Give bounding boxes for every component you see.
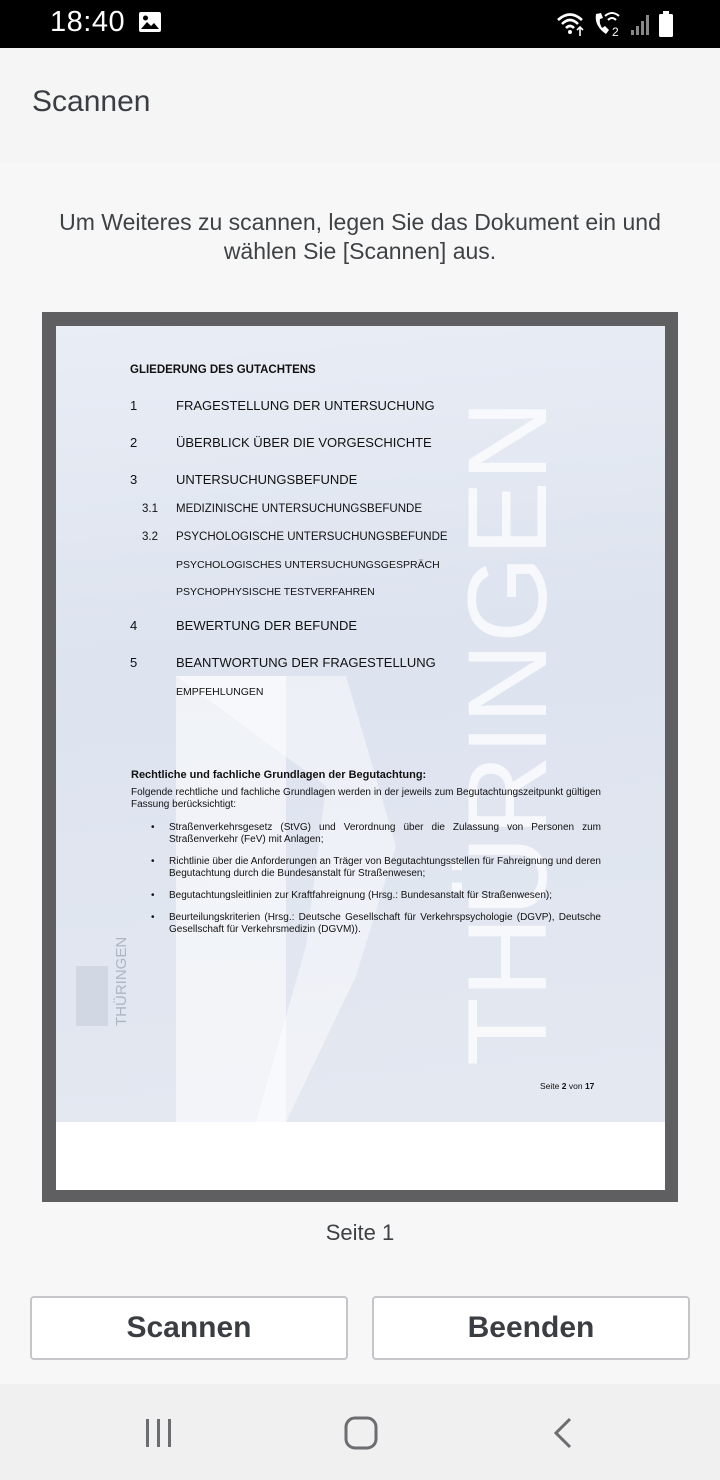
battery-icon xyxy=(658,10,674,38)
status-icons xyxy=(556,9,674,39)
scanned-page-image xyxy=(56,326,665,1190)
status-bar xyxy=(0,0,720,48)
back-icon xyxy=(551,1416,575,1450)
document-content: GLIEDERUNG DES GUTACHTENS 1 FRAGESTELLUNG DER UNTERSUCHUNG 2 ÜBERBLICK ÜBER DIE VORGESCHICHTE 3 UNTERSUCHUNGSBEFUNDE 3.1 MEDIZINISCHE UNTERSUCHUNGSBEFUNDE 3.2 PSYCHOLOGISCHE UNTERSUCHUNGSBEFUNDE PSYCHOLOGISCHES UNTERSUCHUNGSGESPRÄCH PSYCHOPHYSISCHE TESTVERFAHREN 4 BEWERTUNG DER BEFUNDE 5 BEANTWORTUNG DER FRAGESTELLUNG EMPFEHLUNGEN Rechtliche und fachliche Grundlagen der Begutachtung: Folgende rechtliche und fachliche Grundlagen werden in der jeweils zum Begutachtungszeitpunkt gültigen Fassung berücksichtigt: • Straßenverkehrsgesetz (StVG) und Verordnung über die Zulassung von Personen zum Straßenverkehr (FeV) mit Anlagen; • Richtlinie über die Anforderungen an Träger von Begutachtungsstellen für Fahreignung und deren Begutachtung durch die Bundesanstalt für Straßenwesen; • Begutachtungsleitlinien zur Kraftfahreignung (Hrsg.: Bundesanstalt für Straßenwesen); • Beurteilungskriterien (Hrsg.: Deutsche Gesellschaft für Verkehrspsychologie (DGVP), Deutsche Gesellschaft für Verkehrsmedizin (DGVM)). Seite 2 von 17 xyxy=(56,326,665,1122)
legal-heading: Rechtliche und fachliche Grundlagen der Begutachtung: xyxy=(131,769,427,781)
scan-button[interactable]: Scannen xyxy=(30,1296,348,1360)
home-icon xyxy=(343,1415,379,1451)
wifi-calling-icon xyxy=(592,10,624,38)
wifi-icon xyxy=(556,11,586,37)
signal-icon xyxy=(630,12,652,36)
instruction-text: Um Weiteres zu scannen, legen Sie das Dokument ein und wählen Sie [Scannen] aus. xyxy=(59,209,661,264)
scan-preview[interactable] xyxy=(42,312,678,1202)
list-item: • Beurteilungskriterien (Hrsg.: Deutsche Gesellschaft für Verkehrspsychologie (DGVP), Deutsche Gesellschaft für Verkehrsmedizin (DGVM)). xyxy=(151,912,601,936)
svg-text:2: 2 xyxy=(612,25,619,38)
legal-list xyxy=(151,822,601,946)
recents-icon xyxy=(143,1417,175,1449)
list-item: • Richtlinie über die Anforderungen an Träger von Begutachtungsstellen für Fahreignung und deren Begutachtung durch die Bundesanstalt für Straßenwesen; xyxy=(151,856,601,880)
page-title: Scannen xyxy=(32,85,151,118)
home-button[interactable] xyxy=(336,1408,386,1458)
app-header xyxy=(0,48,720,162)
legal-intro: Folgende rechtliche und fachliche Grundlagen werden in der jeweils zum Begutachtungszeitpunkt gültigen Fassung berücksichtigt: xyxy=(131,787,601,810)
list-item: • Begutachtungsleitlinien zur Kraftfahreignung (Hrsg.: Bundesanstalt für Straßenwesen); xyxy=(151,890,601,902)
svg-text:THÜRINGEN: THÜRINGEN xyxy=(445,400,570,1066)
svg-text:THÜRINGEN: THÜRINGEN xyxy=(113,936,130,1026)
page-label: Seite 1 xyxy=(325,1220,395,1245)
status-time: 18:40 xyxy=(50,6,126,38)
recents-button[interactable] xyxy=(134,1408,184,1458)
finish-button[interactable]: Beenden xyxy=(372,1296,690,1360)
navigation-bar xyxy=(0,1384,720,1480)
gallery-icon xyxy=(138,11,162,33)
back-button[interactable] xyxy=(538,1408,588,1458)
document-page-number: Seite 2 von 17 xyxy=(540,1081,595,1091)
list-item: • Straßenverkehrsgesetz (StVG) und Verordnung über die Zulassung von Personen zum Straßenverkehr (FeV) mit Anlagen; xyxy=(151,822,601,846)
document-heading: GLIEDERUNG DES GUTACHTENS xyxy=(130,364,316,376)
